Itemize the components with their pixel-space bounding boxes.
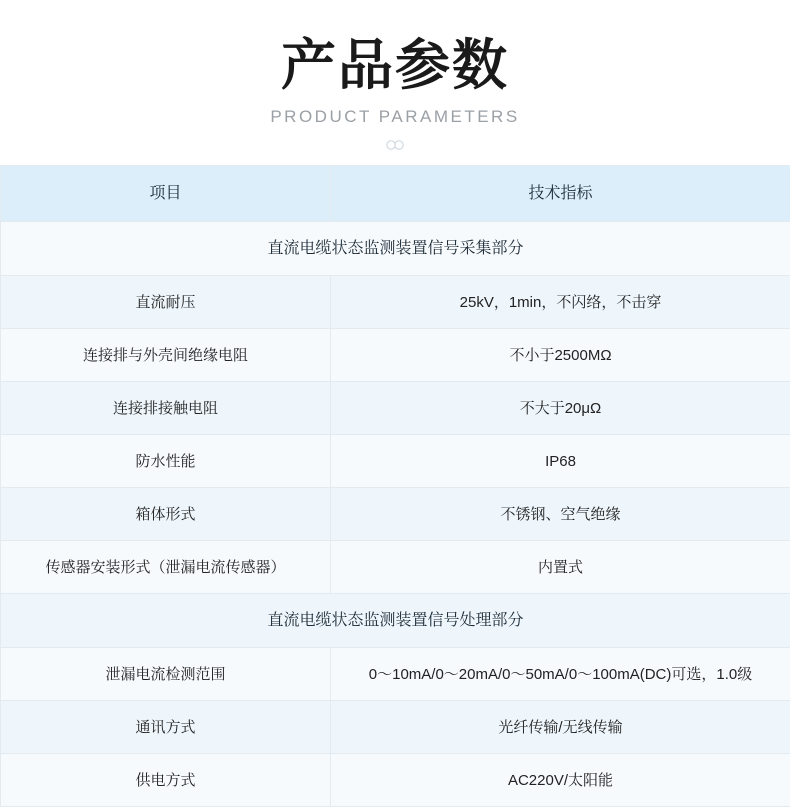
row-spec: AC220V/太阳能 [331, 754, 790, 807]
row-item: 连接排与外壳间绝缘电阻 [1, 329, 331, 382]
section-title: 直流电缆状态监测装置信号采集部分 [1, 222, 790, 276]
row-spec: 不锈钢、空气绝缘 [331, 488, 790, 541]
column-header-item: 项目 [1, 166, 331, 222]
row-spec: IP68 [331, 435, 790, 488]
table-header-row [1, 166, 790, 222]
row-item: 供电方式 [1, 754, 331, 807]
row-spec: 内置式 [331, 541, 790, 594]
page-title: 产品参数 [0, 34, 790, 97]
row-spec: 不小于2500MΩ [331, 329, 790, 382]
table-row [1, 329, 790, 382]
table-row [1, 541, 790, 594]
table-row [1, 488, 790, 541]
row-spec: 25kV，1min，不闪络，不击穿 [331, 276, 790, 329]
table-row [1, 754, 790, 807]
double-circle-ornament [0, 137, 790, 153]
table-row [1, 382, 790, 435]
column-header-spec: 技术指标 [331, 166, 790, 222]
table-row [1, 435, 790, 488]
row-item: 直流耐压 [1, 276, 331, 329]
row-item: 连接排接触电阻 [1, 382, 331, 435]
table-row [1, 648, 790, 701]
row-item: 防水性能 [1, 435, 331, 488]
parameters-table-body [1, 166, 790, 807]
page-header [0, 0, 790, 153]
row-item: 通讯方式 [1, 701, 331, 754]
table-section-row [1, 594, 790, 648]
page-subtitle: PRODUCT PARAMETERS [0, 107, 790, 127]
row-spec: 0～10mA/0～20mA/0～50mA/0～100mA(DC)可选，1.0级 [331, 648, 790, 701]
parameters-table [0, 165, 790, 807]
row-item: 箱体形式 [1, 488, 331, 541]
row-item: 传感器安装形式（泄漏电流传感器） [1, 541, 331, 594]
section-title: 直流电缆状态监测装置信号处理部分 [1, 594, 790, 648]
table-section-row [1, 222, 790, 276]
table-row [1, 701, 790, 754]
table-row [1, 276, 790, 329]
row-item: 泄漏电流检测范围 [1, 648, 331, 701]
row-spec: 光纤传输/无线传输 [331, 701, 790, 754]
row-spec: 不大于20μΩ [331, 382, 790, 435]
